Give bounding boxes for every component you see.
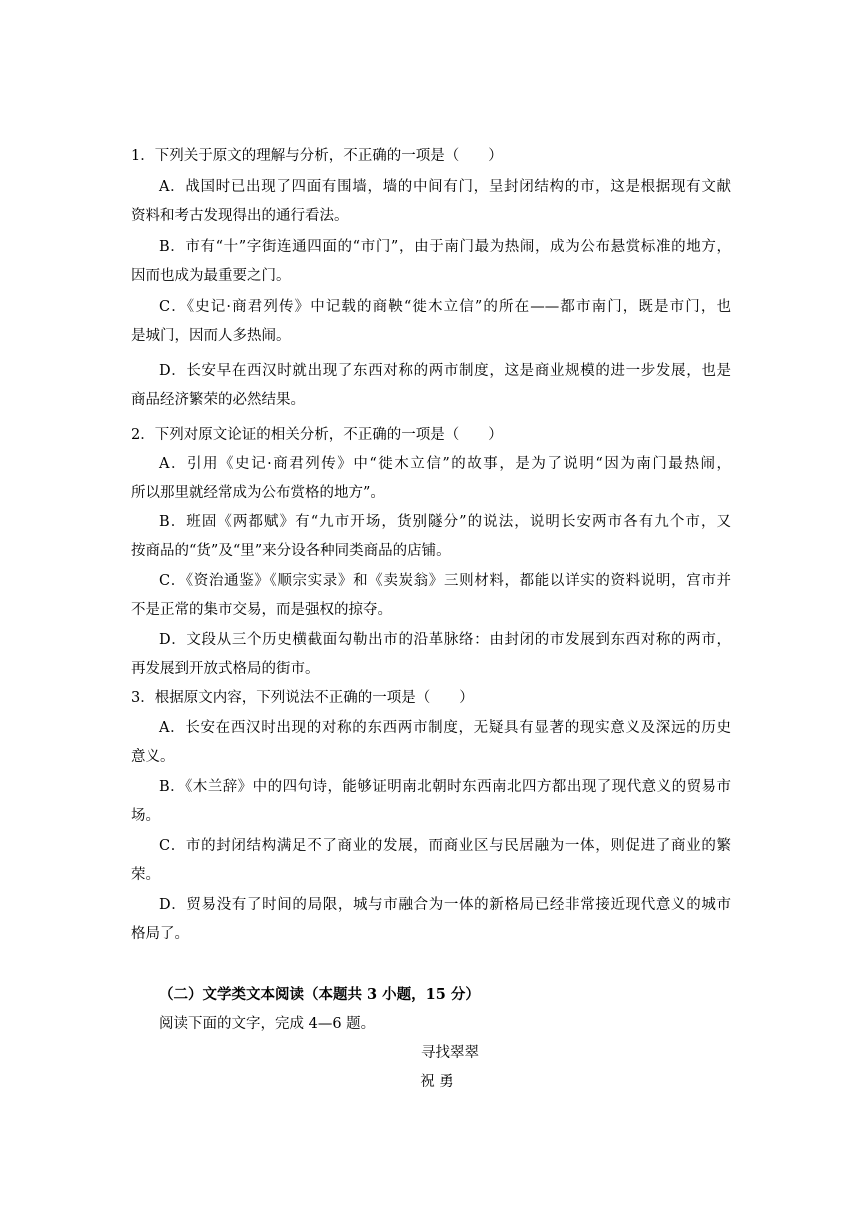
question-3-option-c-line-1: C．市的封闭结构满足不了商业的发展，而商业区与民居融为一体，则促进了商业的繁 — [159, 838, 731, 854]
question-2-option-c-line-1: C．《资治通鉴》《顺宗实录》和《卖炭翁》三则材料，都能以详实的资料说明，宫市并 — [159, 573, 731, 589]
story-title: 寻找翠翠 — [421, 1045, 479, 1061]
question-1-option-c-line-2: 是城门，因而人多热闹。 — [131, 328, 291, 344]
question-3-option-d-line-2: 格局了。 — [131, 926, 189, 942]
question-3-option-b-line-2: 场。 — [131, 808, 160, 824]
question-1-option-d-line-2: 商品经济繁荣的必然结果。 — [131, 392, 305, 408]
question-2-option-b-line-1: B．班固《两都赋》有“九市开场，货别隧分”的说法，说明长安两市各有九个市，又 — [159, 514, 731, 530]
question-1-option-a-line-1: A．战国时已出现了四面有围墙，墙的中间有门，呈封闭结构的市，这是根据现有文献 — [159, 179, 731, 195]
question-1-option-a-line-2: 资料和考古发现得出的通行看法。 — [131, 208, 349, 224]
question-1-stem: 1．下列关于原文的理解与分析，不正确的一项是（ ） — [131, 148, 503, 164]
question-1-option-d-line-1: D．长安早在西汉时就出现了东西对称的两市制度，这是商业规模的进一步发展，也是 — [159, 363, 731, 379]
question-3-option-c-line-2: 荣。 — [131, 867, 160, 883]
question-2-option-a-line-2: 所以那里就经常成为公布赏格的地方”。 — [131, 485, 385, 501]
question-1-option-b-line-1: B．市有“十”字街连通四面的“市门”，由于南门最为热闹，成为公布悬赏标准的地方， — [159, 239, 731, 255]
question-2-option-a-line-1: A．引用《史记·商君列传》中“徙木立信”的故事，是为了说明“因为南门最热闹， — [159, 456, 731, 472]
question-3-option-a-line-2: 意义。 — [131, 749, 175, 765]
question-2-stem: 2．下列对原文论证的相关分析，不正确的一项是（ ） — [131, 427, 503, 443]
question-1-option-b-line-2: 因而也成为最重要之门。 — [131, 268, 291, 284]
question-1-option-c-line-1: C．《史记·商君列传》中记载的商鞅“徙木立信”的所在——都市南门，既是市门，也 — [159, 299, 731, 315]
question-3-option-b-line-1: B．《木兰辞》中的四句诗，能够证明南北朝时东西南北四方都出现了现代意义的贸易市 — [159, 779, 731, 795]
question-2-option-b-line-2: 按商品的“货”及“里”来分设各种同类商品的店铺。 — [131, 543, 451, 559]
question-3-option-a-line-1: A．长安在西汉时出现的对称的东西两市制度，无疑具有显著的现实意义及深远的历史 — [159, 720, 731, 736]
question-2-option-c-line-2: 不是正常的集市交易，而是强权的掠夺。 — [131, 602, 392, 618]
section-instruction: 阅读下面的文字，完成 4—6 题。 — [159, 1016, 376, 1032]
question-2-option-d-line-1: D．文段从三个历史横截面勾勒出市的沿革脉络：由封闭的市发展到东西对称的两市， — [159, 632, 731, 648]
question-2-option-d-line-2: 再发展到开放式格局的街市。 — [131, 661, 320, 677]
section-heading: （二）文学类文本阅读（本题共 3 小题，15 分） — [159, 986, 480, 1003]
question-3-stem: 3．根据原文内容，下列说法不正确的一项是（ ） — [131, 690, 474, 706]
question-3-option-d-line-1: D．贸易没有了时间的局限，城与市融合为一体的新格局已经非常接近现代意义的城市 — [159, 897, 731, 913]
story-author: 祝 勇 — [420, 1074, 454, 1090]
